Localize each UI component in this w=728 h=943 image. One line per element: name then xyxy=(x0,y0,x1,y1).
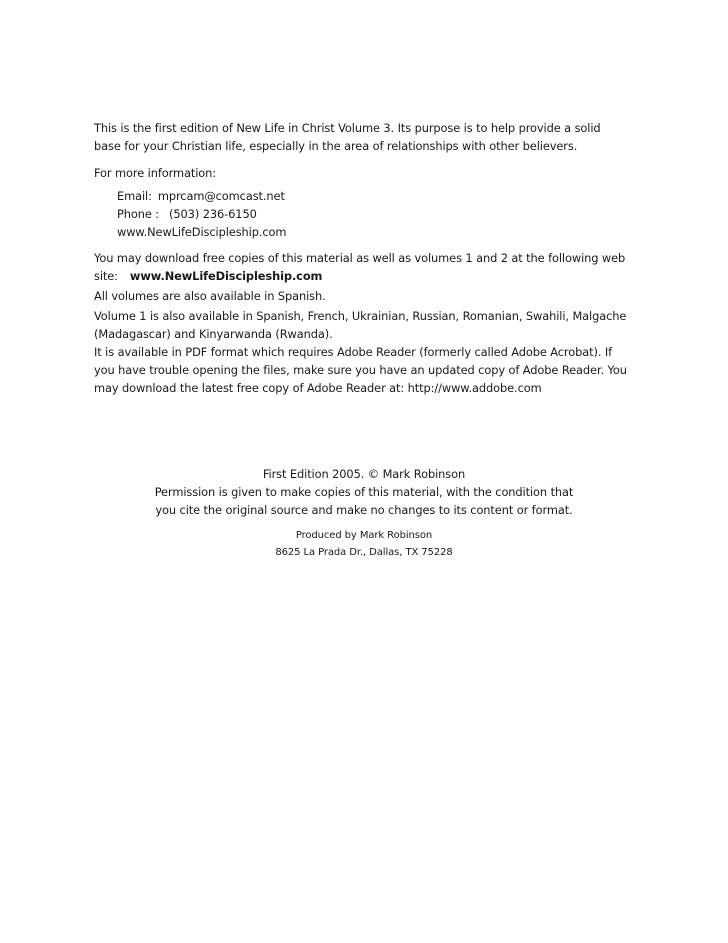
email-row xyxy=(117,187,286,205)
intro-paragraph xyxy=(94,119,634,155)
spanish-line: All volumes are also available in Spanish. xyxy=(94,289,326,303)
pdf-line-3: may download the latest free copy of Adobe Reader at: http://www.addobe.com xyxy=(94,381,542,395)
contact-details xyxy=(117,187,286,241)
pdf-line-1: It is available in PDF format which requires Adobe Reader (formerly called Adobe Acrobat). If xyxy=(94,345,613,359)
website-link[interactable]: www.NewLifeDiscipleship.com xyxy=(117,225,287,239)
more-info-section xyxy=(94,164,634,182)
email-value[interactable]: mprcam@comcast.net xyxy=(157,189,285,203)
copyright-line-2: Permission is given to make copies of this material, with the condition that xyxy=(154,485,574,499)
intro-line-2: base for your Christian life, especially in the area of relationships with other believers. xyxy=(94,139,578,153)
intro-line-1: This is the first edition of New Life in Christ Volume 3. Its purpose is to help provide a solid xyxy=(94,121,601,135)
download-line-2 xyxy=(94,267,634,285)
copyright-line-1: First Edition 2005. © Mark Robinson xyxy=(262,467,466,481)
languages-line-2: (Madagascar) and Kinyarwanda (Rwanda). xyxy=(94,327,333,341)
more-info-heading: For more information: xyxy=(94,166,217,180)
download-line-1: You may download free copies of this material as well as volumes 1 and 2 at the following web xyxy=(94,251,626,265)
download-site-link[interactable]: www.NewLifeDiscipleship.com xyxy=(129,269,323,283)
spanish-paragraph xyxy=(94,287,634,305)
download-site-label: site: xyxy=(94,269,118,283)
phone-label: Phone : xyxy=(117,207,160,221)
pdf-line-2: you have trouble opening the files, make sure you have an updated copy of Adobe Reader. You xyxy=(94,363,627,377)
email-label: Email: xyxy=(117,189,152,203)
download-paragraph xyxy=(94,249,634,285)
languages-paragraph xyxy=(94,307,634,343)
producer-line-1: Produced by Mark Robinson xyxy=(295,530,433,541)
copyright-block xyxy=(0,465,728,519)
producer-address: 8625 La Prada Dr., Dallas, TX 75228 xyxy=(275,547,453,558)
phone-value: (503) 236-6150 xyxy=(169,207,257,221)
languages-line-1: Volume 1 is also available in Spanish, French, Ukrainian, Russian, Romanian, Swahili, Malgache xyxy=(94,309,627,323)
phone-row xyxy=(117,205,286,223)
copyright-line-3: you cite the original source and make no changes to its content or format. xyxy=(155,503,573,517)
producer-block xyxy=(0,527,728,561)
pdf-paragraph xyxy=(94,343,634,397)
website-row xyxy=(117,223,286,241)
